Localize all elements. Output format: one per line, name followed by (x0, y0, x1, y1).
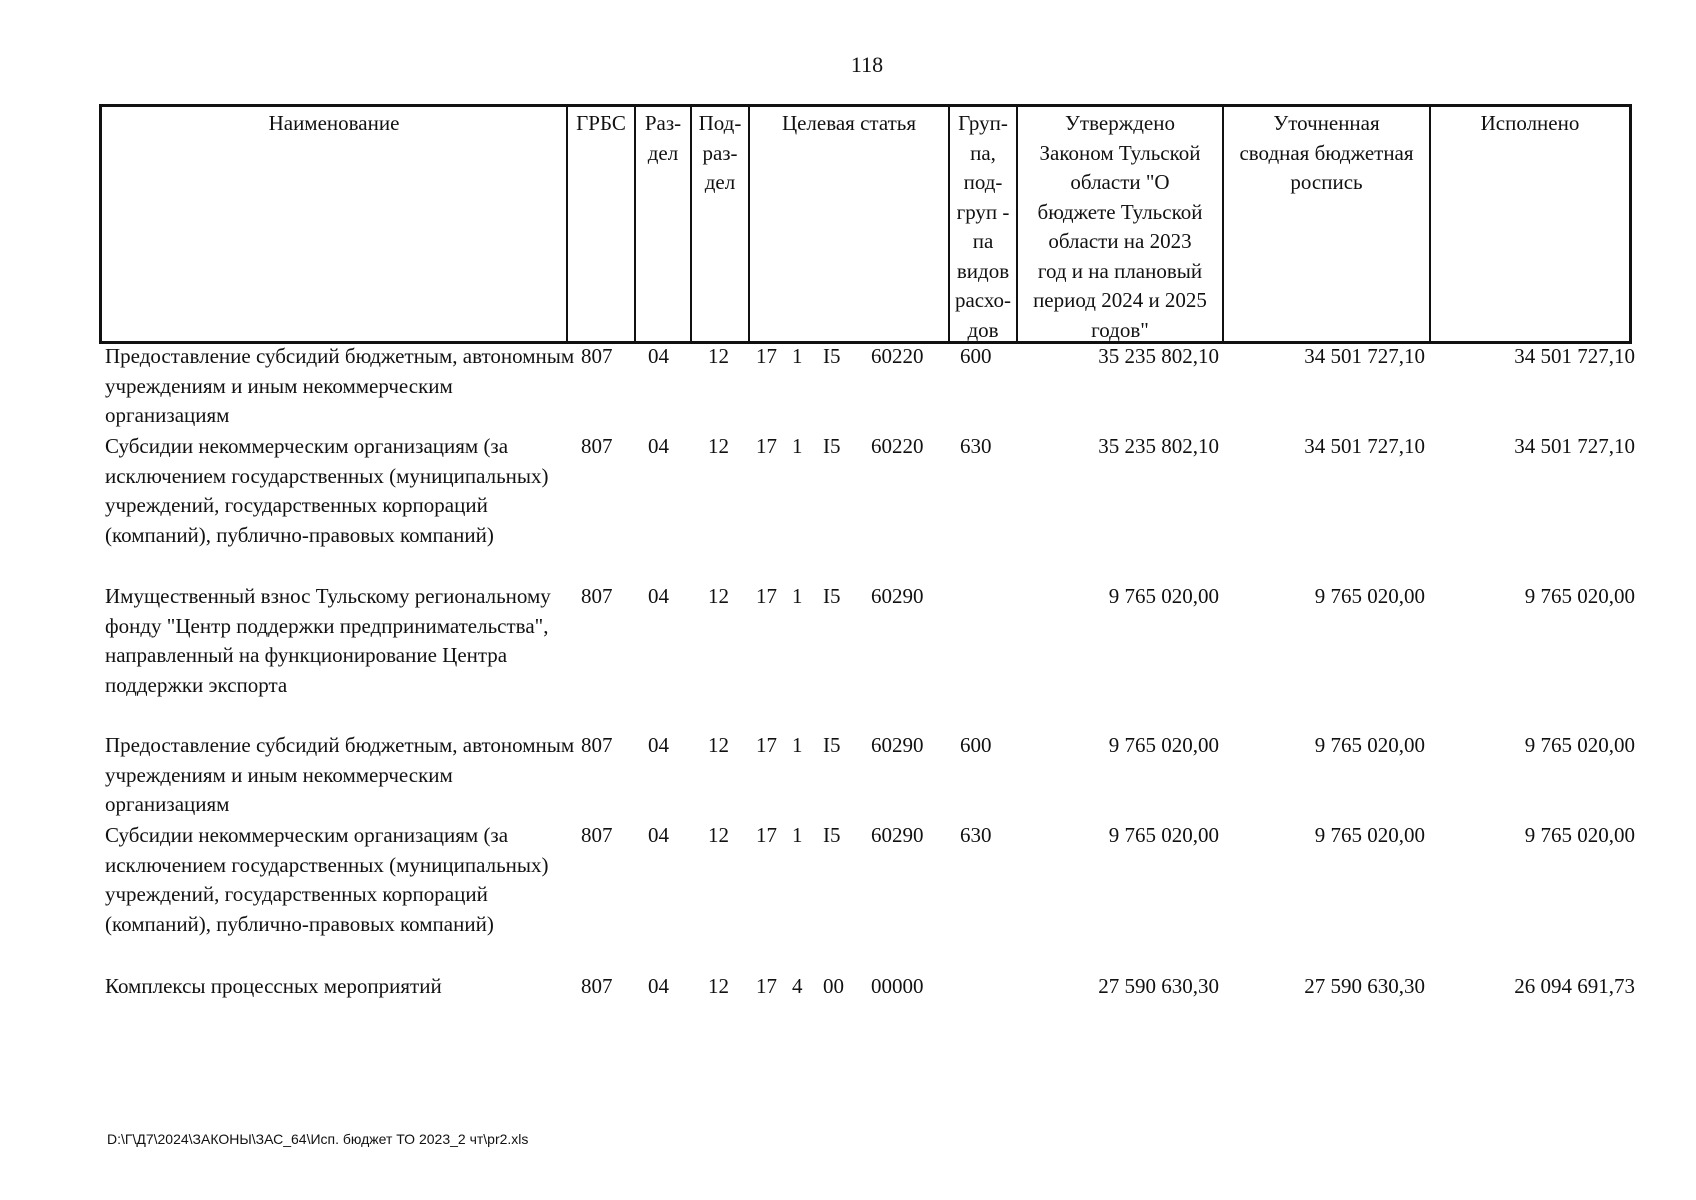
row-grbs: 807 (581, 823, 613, 847)
row-approved: 9 765 020,00 (1108, 823, 1219, 847)
page-number: 118 (850, 52, 884, 77)
row-refined: 27 590 630,30 (1304, 974, 1425, 998)
row-target-program: 17 (756, 344, 777, 368)
row-target-project: I5 (823, 434, 841, 458)
row-name: Субсидии некоммерческим организациям (за исключением государственных (муниципальных) учреждений, государственных корпораций (компаний), публично-правовых компаний) (105, 823, 549, 936)
row-executed: 34 501 727,10 (1514, 344, 1635, 368)
row-target-subprogram: 1 (792, 733, 803, 757)
row-expense-type: 600 (960, 344, 992, 368)
row-target-direction: 60290 (871, 733, 924, 757)
header-expense-group: Груп- па, под- груп - па видов расхо- дов (948, 107, 1016, 341)
row-name: Имущественный взнос Тульскому региональному фонду "Центр поддержки предпринимательства", направленный на функционирование Центра поддержки экспорта (105, 584, 551, 697)
row-podrazdel: 12 (708, 733, 729, 757)
row-refined: 9 765 020,00 (1314, 584, 1425, 608)
row-name: Предоставление субсидий бюджетным, автономным учреждениям и иным некоммерческим организациям (105, 344, 575, 427)
row-executed: 26 094 691,73 (1514, 974, 1635, 998)
row-refined: 34 501 727,10 (1304, 434, 1425, 458)
row-approved: 9 765 020,00 (1108, 584, 1219, 608)
row-target-subprogram: 1 (792, 584, 803, 608)
row-grbs: 807 (581, 344, 613, 368)
row-target-direction: 60220 (871, 434, 924, 458)
row-podrazdel: 12 (708, 434, 729, 458)
row-grbs: 807 (581, 974, 613, 998)
row-podrazdel: 12 (708, 823, 729, 847)
row-razdel: 04 (648, 974, 669, 998)
row-executed: 9 765 020,00 (1524, 823, 1635, 847)
row-target-subprogram: 4 (792, 974, 803, 998)
row-target-program: 17 (756, 823, 777, 847)
header-razdel: Раз- дел (634, 107, 690, 341)
row-razdel: 04 (648, 344, 669, 368)
row-target-program: 17 (756, 584, 777, 608)
row-refined: 9 765 020,00 (1314, 733, 1425, 757)
header-name: Наименование (268, 111, 400, 135)
row-target-subprogram: 1 (792, 344, 803, 368)
row-grbs: 807 (581, 434, 613, 458)
row-expense-type: 630 (960, 434, 992, 458)
row-approved: 35 235 802,10 (1098, 344, 1219, 368)
row-grbs: 807 (581, 733, 613, 757)
header-target-article: Целевая статья (748, 107, 948, 341)
row-target-direction: 60290 (871, 584, 924, 608)
row-refined: 34 501 727,10 (1304, 344, 1425, 368)
row-razdel: 04 (648, 434, 669, 458)
header-podrazdel: Под- раз- дел (690, 107, 748, 341)
row-name: Комплексы процессных мероприятий (105, 974, 442, 998)
row-target-subprogram: 1 (792, 434, 803, 458)
row-name: Предоставление субсидий бюджетным, автономным учреждениям и иным некоммерческим организациям (105, 733, 575, 816)
header-grbs: ГРБС (566, 107, 634, 341)
row-target-subprogram: 1 (792, 823, 803, 847)
header-approved: Утверждено Законом Тульской области "О бюджете Тульской области на 2023 год и на плановый период 2024 и 2025 годов" (1016, 107, 1222, 341)
row-podrazdel: 12 (708, 974, 729, 998)
row-target-program: 17 (756, 733, 777, 757)
row-name: Субсидии некоммерческим организациям (за исключением государственных (муниципальных) учреждений, государственных корпораций (компаний), публично-правовых компаний) (105, 434, 549, 547)
row-target-direction: 60220 (871, 344, 924, 368)
row-grbs: 807 (581, 584, 613, 608)
row-target-project: I5 (823, 344, 841, 368)
header-executed: Исполнено (1429, 107, 1629, 341)
file-path: D:\Г\Д7\2024\ЗАКОНЫ\ЗАС_64\Исп. бюджет ТО 2023_2 чт\pr2.xls (107, 1131, 529, 1147)
header-refined: Уточненная сводная бюджетная роспись (1222, 107, 1429, 341)
row-razdel: 04 (648, 584, 669, 608)
row-target-program: 17 (756, 974, 777, 998)
row-target-project: I5 (823, 584, 841, 608)
row-target-project: I5 (823, 823, 841, 847)
row-expense-type: 630 (960, 823, 992, 847)
row-executed: 9 765 020,00 (1524, 733, 1635, 757)
row-target-project: 00 (823, 974, 844, 998)
row-target-program: 17 (756, 434, 777, 458)
row-expense-type: 600 (960, 733, 992, 757)
row-approved: 35 235 802,10 (1098, 434, 1219, 458)
row-refined: 9 765 020,00 (1314, 823, 1425, 847)
row-podrazdel: 12 (708, 344, 729, 368)
row-razdel: 04 (648, 823, 669, 847)
row-executed: 9 765 020,00 (1524, 584, 1635, 608)
table-header (99, 104, 1632, 344)
row-approved: 27 590 630,30 (1098, 974, 1219, 998)
row-target-direction: 60290 (871, 823, 924, 847)
row-executed: 34 501 727,10 (1514, 434, 1635, 458)
row-razdel: 04 (648, 733, 669, 757)
row-podrazdel: 12 (708, 584, 729, 608)
row-target-direction: 00000 (871, 974, 924, 998)
row-approved: 9 765 020,00 (1108, 733, 1219, 757)
row-target-project: I5 (823, 733, 841, 757)
